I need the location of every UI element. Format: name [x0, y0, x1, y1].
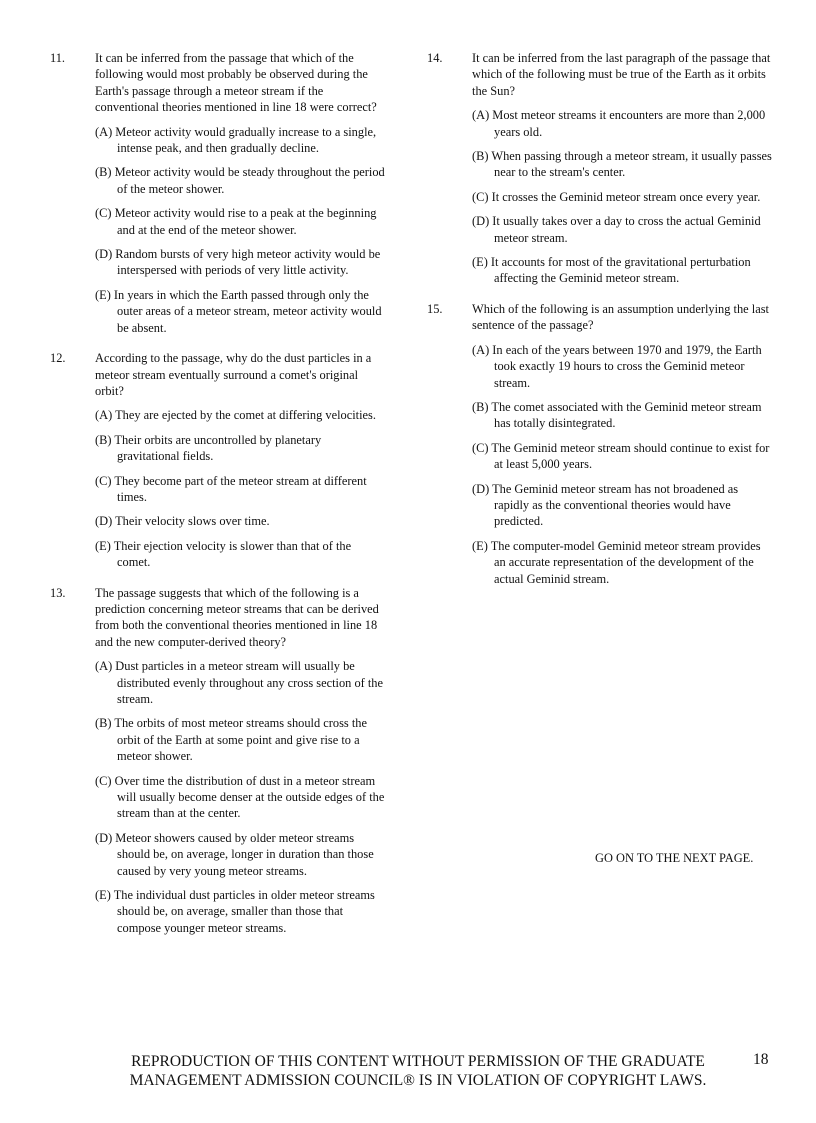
left-column: [50, 50, 385, 950]
question-number: 11.: [50, 51, 66, 65]
answer-option-c[interactable]: (C) The Geminid meteor stream should continue to exist for at least 5,000 years.: [472, 440, 770, 472]
answer-option-a[interactable]: (A) In each of the years between 1970 and 1979, the Earth took exactly 19 hours to cross the Geminid meteor stream.: [472, 342, 762, 390]
answer-option-b[interactable]: (B) The comet associated with the Geminid meteor stream has totally disintegrated.: [472, 399, 762, 431]
answer-option-d[interactable]: (D) Meteor showers caused by older meteor streams should be, on average, longer in duration than those caused by very young meteor streams.: [95, 830, 374, 878]
answer-option-b[interactable]: (B) When passing through a meteor stream, it usually passes near to the stream's center.: [472, 149, 772, 180]
question-number: 13.: [50, 585, 66, 600]
answer-option-d[interactable]: (D) Their velocity slows over time.: [95, 514, 270, 529]
question-11: [50, 50, 385, 344]
answer-option-c[interactable]: (C) Meteor activity would rise to a peak at the beginning and at the end of the meteor shower.: [95, 206, 377, 237]
answer-option-a[interactable]: (A) Dust particles in a meteor stream will usually be distributed evenly throughout any cross section of the stream.: [95, 659, 383, 706]
answer-option-e[interactable]: (E) In years in which the Earth passed through only the outer areas of a meteor stream, meteor activity would be absent.: [95, 287, 382, 335]
answer-option-e[interactable]: (E) It accounts for most of the gravitational perturbation affecting the Geminid meteor stream.: [472, 255, 751, 286]
answer-option-a[interactable]: (A) They are ejected by the comet at differing velocities.: [95, 408, 376, 423]
right-column: [427, 50, 772, 601]
go-on-notice: GO ON TO THE NEXT PAGE.: [595, 851, 754, 865]
answer-option-c[interactable]: (C) It crosses the Geminid meteor stream once every year.: [472, 189, 761, 204]
answer-option-d[interactable]: (D) The Geminid meteor stream has not broadened as rapidly as the conventional theories would have predicted.: [472, 481, 739, 529]
answer-option-d[interactable]: (D) Random bursts of very high meteor activity would be interspersed with periods of very little activity.: [95, 247, 381, 278]
question-number: 12.: [50, 351, 66, 366]
question-13: [50, 585, 385, 945]
answer-option-b[interactable]: (B) The orbits of most meteor streams should cross the orbit of the Earth at some point and give rise to a meteor shower.: [95, 716, 367, 764]
question-12: [50, 350, 385, 578]
question-stem: Which of the following is an assumption underlying the last sentence of the passage?: [472, 301, 769, 333]
copyright-footer: [108, 1052, 728, 1090]
answer-option-a[interactable]: (A) Meteor activity would gradually increase to a single, intense peak, and then gradually decline.: [95, 124, 377, 156]
question-stem: It can be inferred from the last paragraph of the passage that which of the following must be true of the Earth as it orbits the Sun?: [472, 51, 771, 98]
answer-option-c[interactable]: (C) They become part of the meteor stream at different times.: [95, 473, 367, 504]
answer-option-a[interactable]: (A) Most meteor streams it encounters are more than 2,000 years old.: [472, 108, 766, 139]
answer-option-b[interactable]: (B) Meteor activity would be steady throughout the period of the meteor shower.: [95, 165, 385, 196]
answer-option-e[interactable]: (E) The computer-model Geminid meteor stream provides an accurate representation of the development of the actual Geminid stream.: [472, 538, 761, 586]
question-number: 14.: [427, 51, 443, 65]
footer-line-2: MANAGEMENT ADMISSION COUNCIL® IS IN VIOLATION OF COPYRIGHT LAWS.: [129, 1072, 707, 1089]
footer-line-1: REPRODUCTION OF THIS CONTENT WITHOUT PERMISSION OF THE GRADUATE: [131, 1053, 705, 1070]
question-number: 15.: [427, 301, 443, 316]
answer-option-d[interactable]: (D) It usually takes over a day to cross the actual Geminid meteor stream.: [472, 214, 761, 245]
question-14: [427, 50, 772, 295]
question-stem: The passage suggests that which of the following is a prediction concerning meteor streams that can be derived from both the conventional theories mentioned in line 18 and the new computer-derived theory?: [95, 585, 379, 649]
answer-option-e[interactable]: (E) Their ejection velocity is slower than that of the comet.: [95, 538, 352, 570]
question-15: [427, 301, 772, 595]
answer-option-c[interactable]: (C) Over time the distribution of dust in a meteor stream will usually become denser at the outside edges of the stream than at the center.: [95, 773, 385, 821]
answer-option-e[interactable]: (E) The individual dust particles in older meteor streams should be, on average, smaller than those that compose younger meteor streams.: [95, 888, 375, 935]
answer-option-b[interactable]: (B) Their orbits are uncontrolled by planetary gravitational fields.: [95, 432, 322, 464]
question-stem: According to the passage, why do the dust particles in a meteor stream eventually surround a comet's original orbit?: [95, 351, 372, 398]
page-number: 18: [753, 1051, 769, 1068]
question-stem: It can be inferred from the passage that which of the following would most probably be observed during the Earth's passage through a meteor stream if the conventional theories mentioned in line 18 were correct?: [95, 51, 377, 115]
